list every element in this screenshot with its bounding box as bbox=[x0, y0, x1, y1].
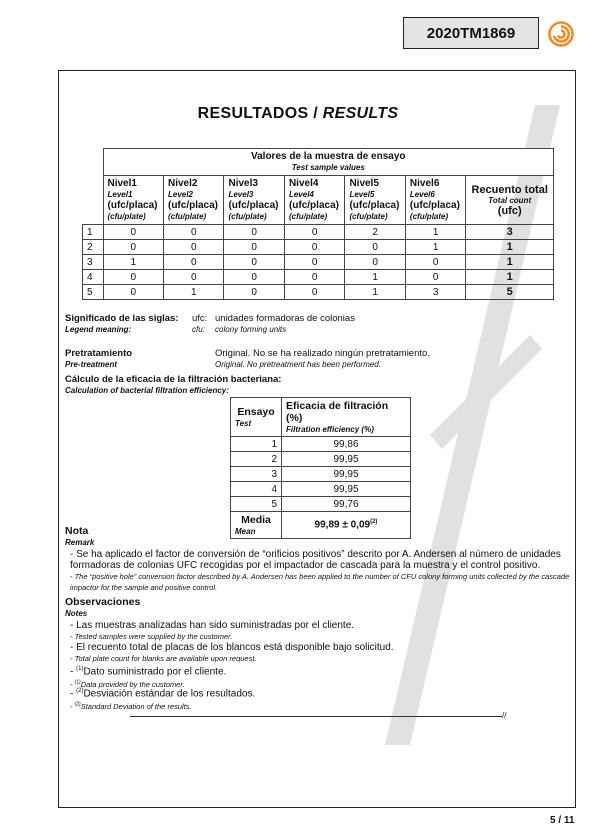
table-caption: Valores de la muestra de ensayo Test sample values bbox=[103, 149, 554, 176]
note-item: - $^{(2)}$Desviación estándar de los resultados. - $^{(2)}$Standard Deviation of the results. bbox=[70, 688, 256, 711]
end-mark: // bbox=[502, 711, 507, 720]
table-row: 5 99,76 bbox=[231, 497, 411, 512]
sample-values-table bbox=[82, 148, 554, 300]
level-header: Nivel5 Level5 (ufc/placa) (cfu/plate) bbox=[345, 176, 405, 225]
table-row: 2 99,95 bbox=[231, 452, 411, 467]
level-header: Nivel4 Level4 (ufc/placa) (cfu/plate) bbox=[284, 176, 344, 225]
note-item: - $^{(1)}$Dato suministrado por el cliente. - $^{(1)}$Data provided by the customer. bbox=[70, 666, 227, 689]
end-separator bbox=[130, 716, 502, 717]
page-title: RESULTADOS / RESULTS bbox=[197, 105, 399, 122]
note-item: - El recuento total de placas de los blancos está disponible bajo solicitud. - Total plate count for blanks are available upon request. bbox=[70, 642, 394, 663]
legend-text: unidades formadoras de colonias colony forming units bbox=[215, 313, 355, 334]
table-row: 3 1 0 0 0 0 0 1 bbox=[83, 255, 554, 270]
table-row: 4 99,95 bbox=[231, 482, 411, 497]
table-row: 1 99,86 bbox=[231, 437, 411, 452]
pretreatment-text: Original. No se ha realizado ningún pretratamiento. Original. No pretreatment has been performed. bbox=[215, 348, 430, 369]
pretreatment-label: Pretratamiento Pre-treatment bbox=[65, 348, 133, 369]
level-header: Nivel3 Level3 (ufc/placa) (cfu/plate) bbox=[224, 176, 284, 225]
level-header: Nivel2 Level2 (ufc/placa) (cfu/plate) bbox=[163, 176, 223, 225]
total-count-header: Recuento total Total count (ufc) bbox=[466, 176, 554, 225]
report-code: 2020TM1869 bbox=[403, 17, 539, 49]
page-number: 5 / 11 bbox=[550, 815, 575, 826]
mean-value: $99,89 \pm 0,09^{(2)}$ bbox=[282, 512, 411, 539]
legend-label: Significado de las siglas: Legend meaning: bbox=[65, 313, 179, 334]
level-header: Nivel1 Level1 (ufc/placa) (cfu/plate) bbox=[103, 176, 163, 225]
table-row: 5 0 1 0 0 1 3 5 bbox=[83, 285, 554, 300]
table-row: 2 0 0 0 0 0 1 1 bbox=[83, 240, 554, 255]
table-row: 4 0 0 0 0 1 0 1 bbox=[83, 270, 554, 285]
table-row: 3 99,95 bbox=[231, 467, 411, 482]
calc-title: Cálculo de la eficacia de la filtración bacteriana: Calculation of bacterial filtration efficiency: bbox=[65, 374, 282, 395]
remark-label: Nota Remark bbox=[65, 525, 95, 547]
level-header: Nivel6 Level6 (ufc/placa) (cfu/plate) bbox=[405, 176, 465, 225]
remark-text: - Se ha aplicado el factor de conversión de “orificios positivos” descrito por A. Andersen al número de unidades formadoras de colonias UFC recogidas por el impactador de cascada para la muestra y el control positivo. - The “positive hole” conversion factor described by A. Andersen has been applied to the number of CFU colony forming units collected by the cascade impactor for the sample and positive control. bbox=[70, 549, 570, 592]
filtration-efficiency-table: Ensayo Test Eficacia de filtración (%) Filtration efficiency (%) 1 99,86 2 99,95 3 99,95 4 99,95 5 99,76 Media Mean $99,89 \pm 0,09^{(2)}$ bbox=[230, 397, 411, 539]
spiral-logo-icon bbox=[548, 21, 574, 47]
table-row: 1 0 0 0 0 2 1 3 bbox=[83, 225, 554, 240]
legend-abbr: ufc: cfu: bbox=[192, 313, 208, 334]
notes-label: Observaciones Notes bbox=[65, 596, 141, 618]
note-item: - Las muestras analizadas han sido suministradas por el cliente. - Tested samples were supplied by the customer. bbox=[70, 620, 355, 641]
